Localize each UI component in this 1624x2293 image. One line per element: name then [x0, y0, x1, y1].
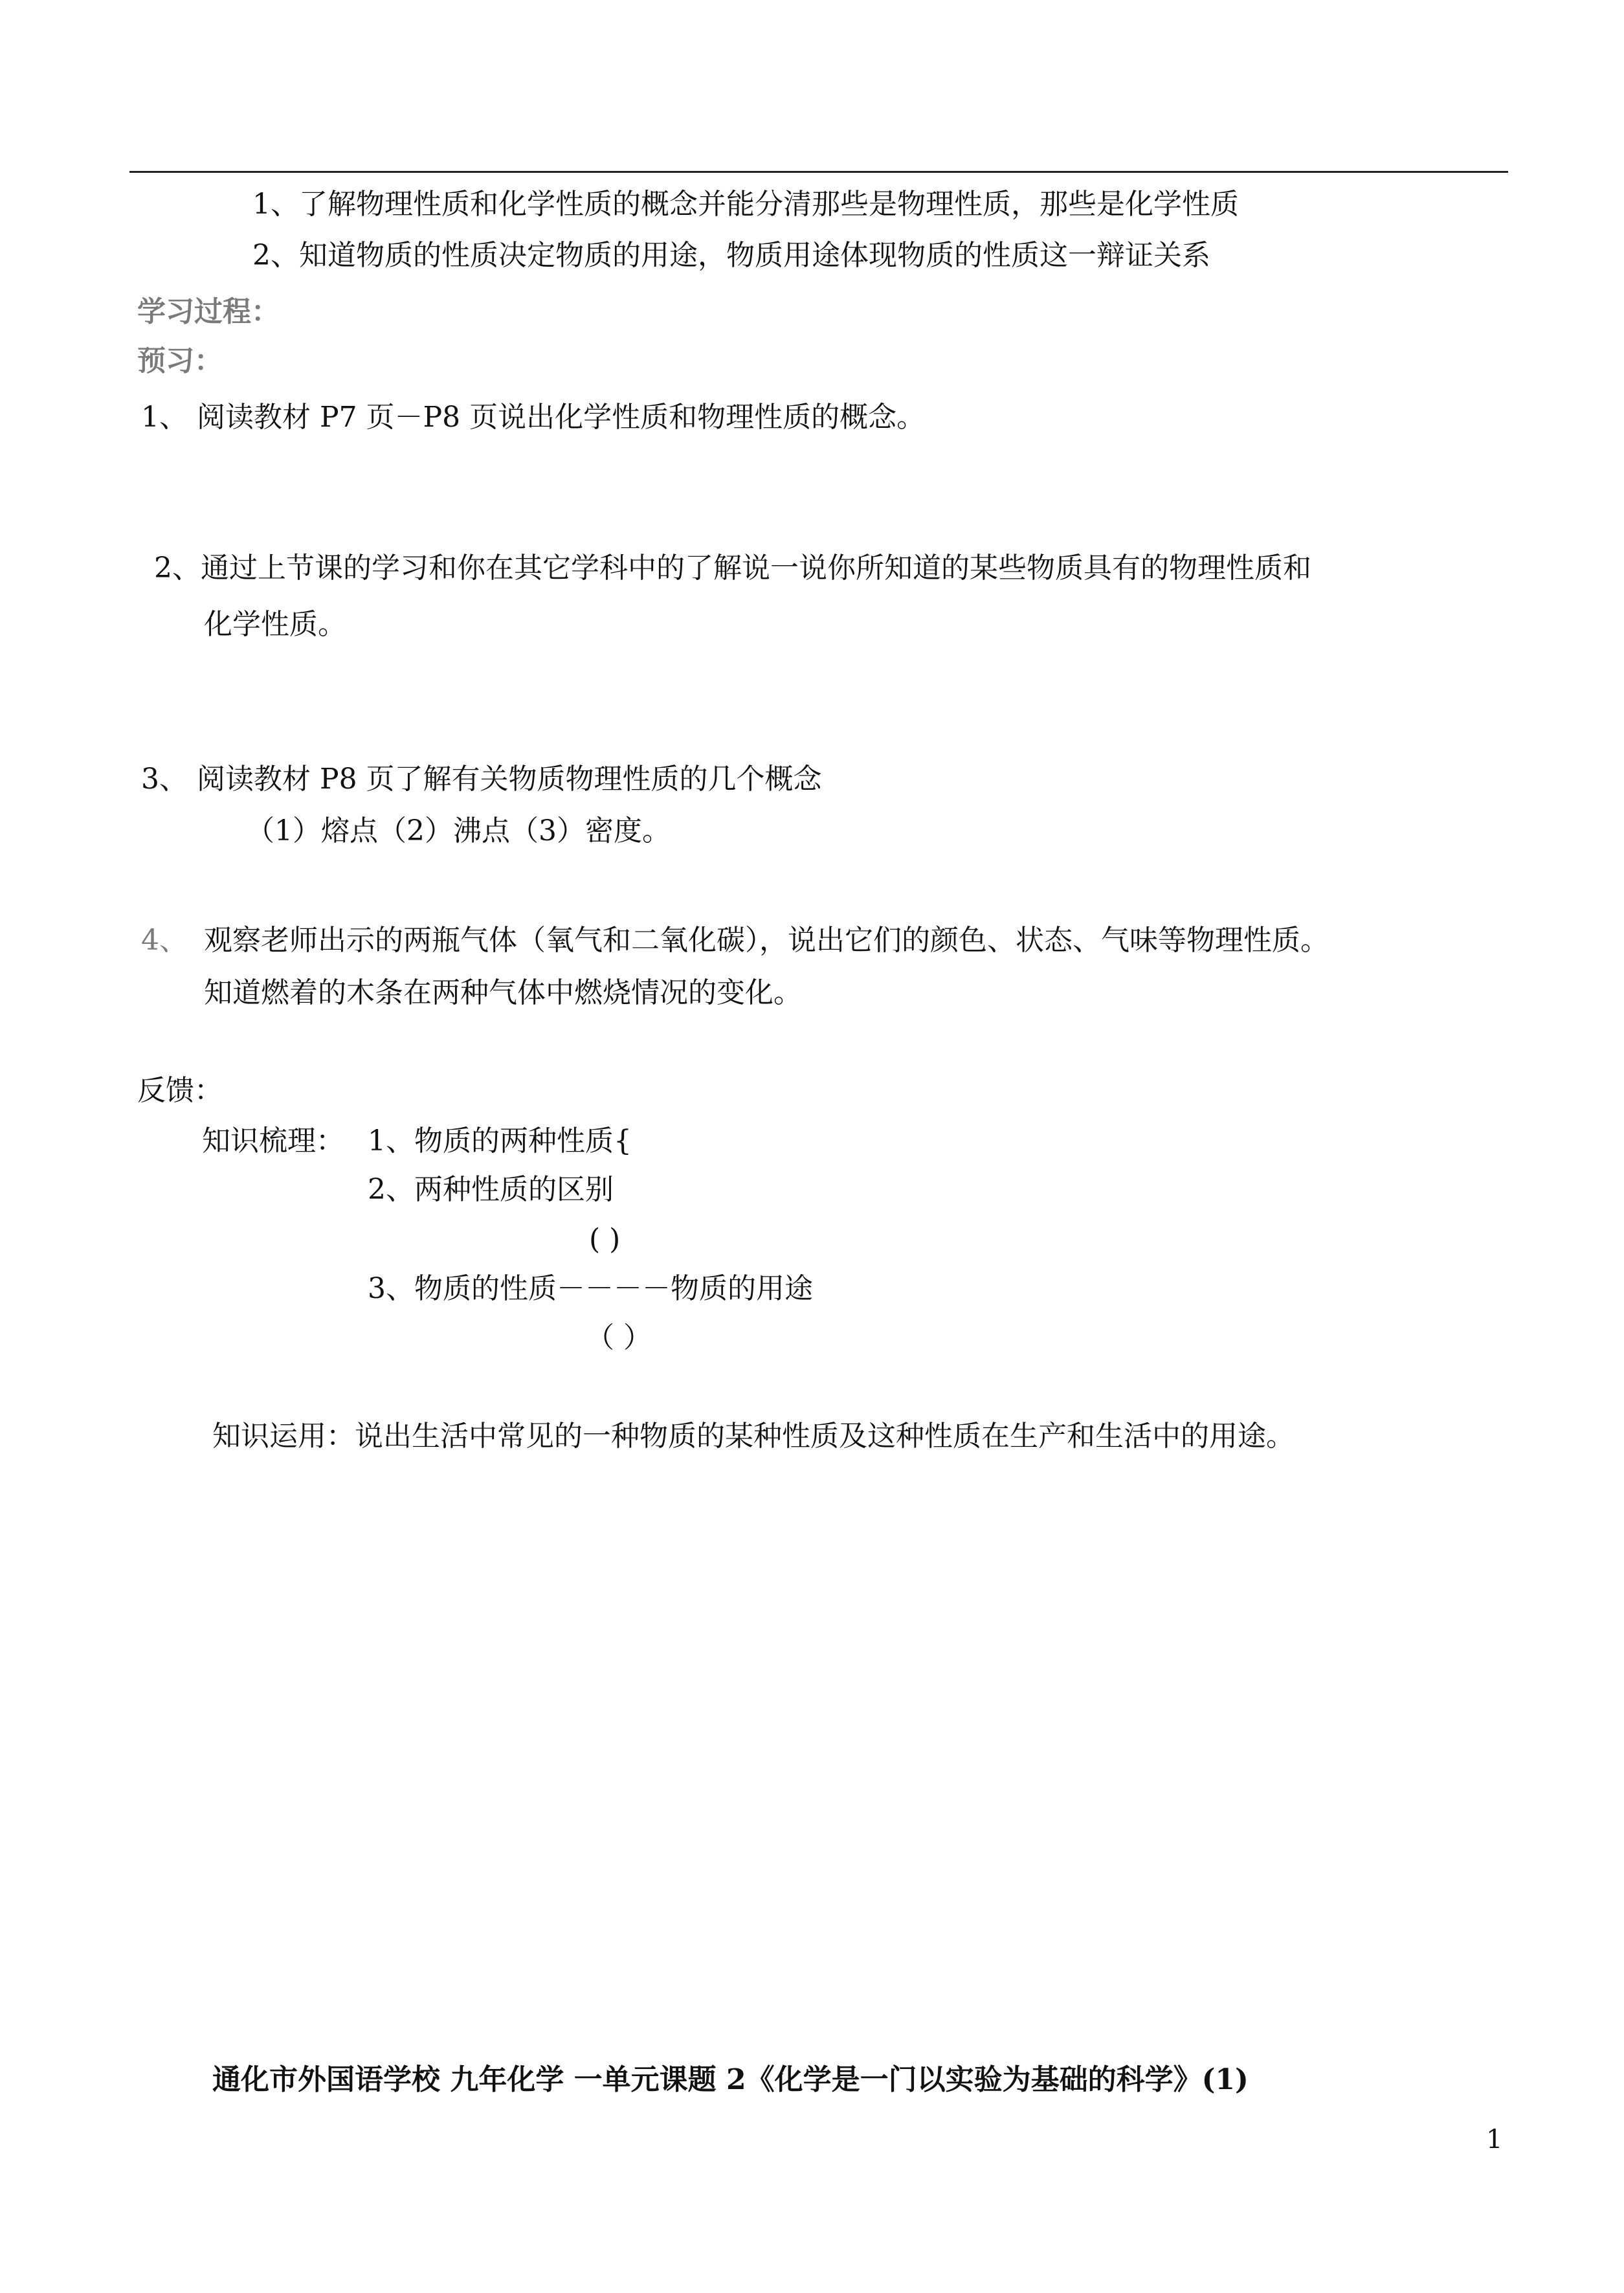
preview-question-4-line-2: 知道燃着的木条在两种气体中燃烧情况的变化。	[204, 976, 802, 1009]
page-number: 1	[1486, 2125, 1503, 2154]
knowledge-item-2: 2、两种性质的区别	[368, 1173, 614, 1206]
knowledge-blank-1: ( )	[589, 1223, 621, 1256]
preview-question-4-number: 4、	[141, 924, 188, 957]
objective-2: 2、知道物质的性质决定物质的用途，物质用途体现物质的性质这一辩证关系	[252, 239, 1210, 272]
knowledge-application: 知识运用：说出生活中常见的一种物质的某种性质及这种性质在生产和生活中的用途。	[212, 1420, 1295, 1453]
knowledge-summary-label: 知识梳理：	[202, 1124, 344, 1158]
preview-question-2-line-2: 化学性质。	[204, 608, 346, 641]
knowledge-blank-2: （ ）	[586, 1321, 652, 1354]
footer-title: 通化市外国语学校 九年化学 一单元课题 2《化学是一门以实验为基础的科学》(1)	[212, 2063, 1249, 2096]
preview-question-3-line-2: （1）熔点（2）沸点（3）密度。	[246, 814, 671, 847]
objective-1: 1、了解物理性质和化学性质的概念并能分清那些是物理性质，那些是化学性质	[252, 188, 1239, 221]
preview-question-4-line-1: 观察老师出示的两瓶气体（氧气和二氧化碳），说出它们的颜色、状态、气味等物理性质。	[204, 924, 1329, 957]
section-feedback-heading: 反馈：	[137, 1074, 223, 1107]
header-rule	[129, 171, 1508, 173]
knowledge-item-3: 3、物质的性质－－－－物质的用途	[368, 1272, 813, 1305]
section-process-heading: 学习过程：	[137, 295, 280, 328]
preview-question-3-line-1: 3、 阅读教材 P8 页了解有关物质物理性质的几个概念	[141, 763, 822, 796]
preview-question-2-line-1: 2、通过上节课的学习和你在其它学科中的了解说一说你所知道的某些物质具有的物理性质和	[154, 552, 1311, 585]
knowledge-item-1: 1、物质的两种性质{	[368, 1124, 632, 1158]
preview-question-1: 1、 阅读教材 P7 页－P8 页说出化学性质和物理性质的概念。	[141, 401, 926, 434]
section-preview-heading: 预习：	[137, 344, 223, 377]
